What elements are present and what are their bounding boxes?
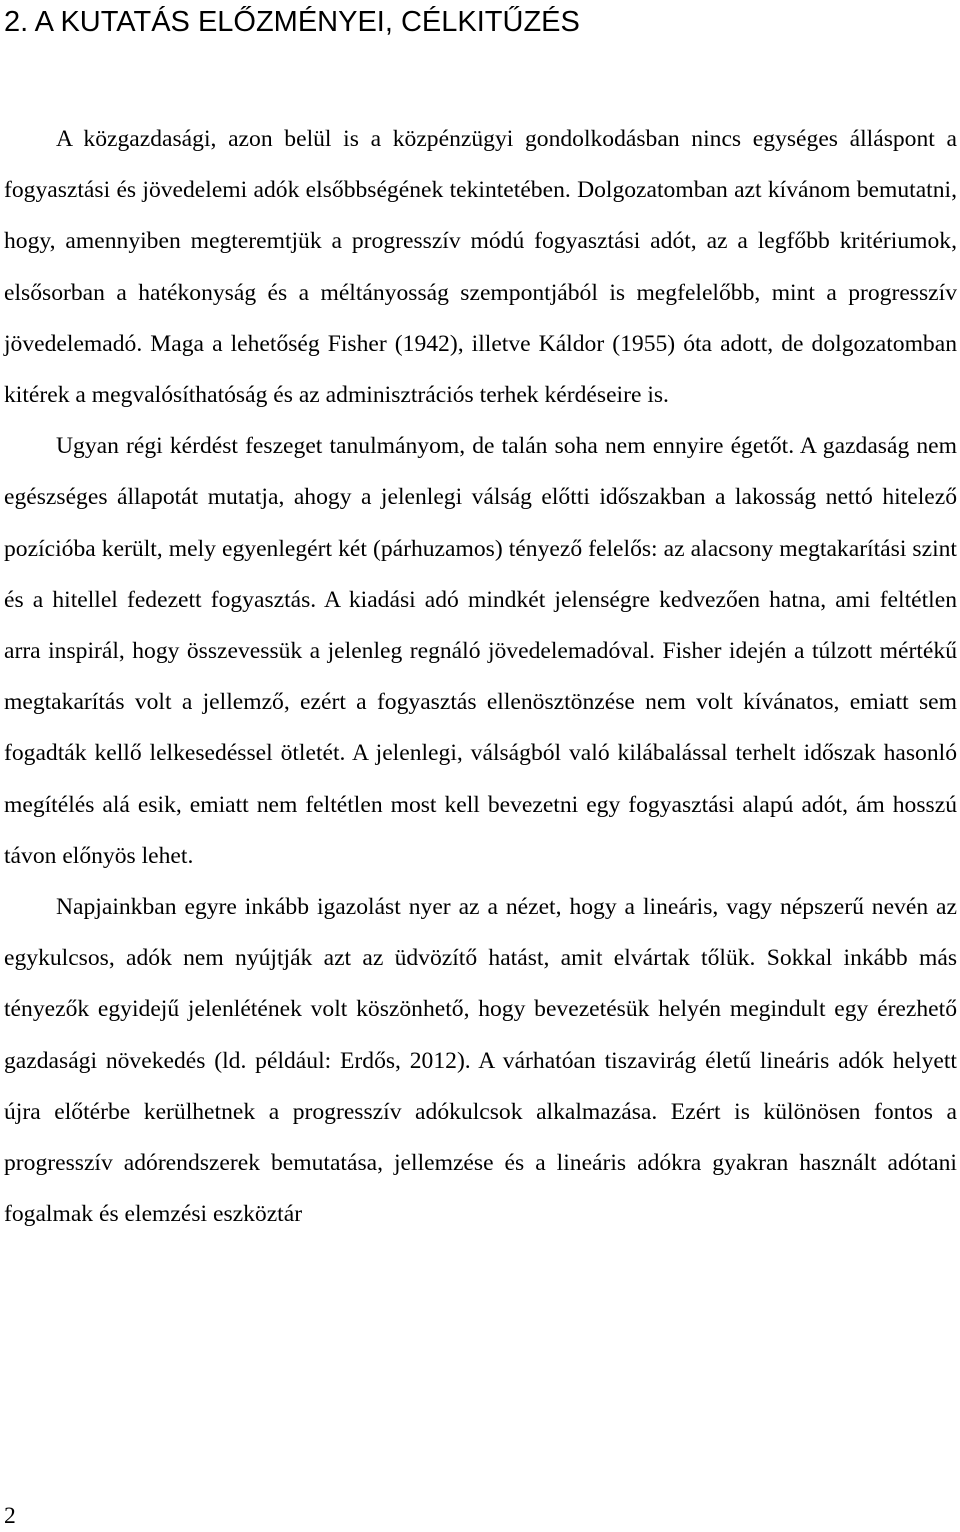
paragraph-1: A közgazdasági, azon belül is a közpénzügyi gondolkodásban nincs egységes álláspont a fogyasztási és jövedelemi adók elsőbbségének tekintetében. Dolgozatomban azt kívánom bemutatni, hogy, amennyiben megteremtjük a progresszív módú fogyasztási adót, az a legfőbb kritériumok, elsősorban a hatékonyság és a méltányosság szempontjából is megfelelőbb, mint a progresszív jövedelemadó. Maga a lehetőség Fisher (1942), illetve Káldor (1955) óta adott, de dolgozatomban kitérek a megvalósíthatóság és az adminisztrációs terhek kérdéseire is. bbox=[4, 126, 957, 409]
section-heading: 2. A KUTATÁS ELŐZMÉNYEI, CÉLKITŰZÉS bbox=[4, 6, 580, 38]
paragraph-2: Ugyan régi kérdést feszeget tanulmányom, de talán soha nem ennyire égetőt. A gazdaság nem egészséges állapotát mutatja, ahogy a jelenlegi válság előtti időszakban a lakosság nettó hitelező pozícióba került, mely egyenlegért két (párhuzamos) tényező felelős: az alacsony megtakarítási szint és a hitellel fedezett fogyasztás. A kiadási adó mindkét jelenségre kedvezően hatna, ami feltétlen arra inspirál, hogy összevessük a jelenleg regnáló jövedelemadóval. Fisher idején a túlzott mértékű megtakarítás volt a jellemző, ezért a fogyasztás ellenösztönzése nem volt kívánatos, emiatt sem fogadták kellő lelkesedéssel ötletét. A jelenlegi, válságból való kilábalással terhelt időszak hasonló megítélés alá esik, emiatt nem feltétlen most kell bevezetni egy fogyasztási alapú adót, ám hosszú távon előnyös lehet. bbox=[4, 433, 957, 869]
body-text bbox=[4, 114, 957, 1240]
paragraph-3: Napjainkban egyre inkább igazolást nyer az a nézet, hogy a lineáris, vagy népszerű nevén az egykulcsos, adók nem nyújtják azt az üdvözítő hatást, amit elvártak tőlük. Sokkal inkább más tényezők egyidejű jelenlétének volt köszönhető, hogy bevezetésük helyén megindult egy érezhető gazdasági növekedés (ld. például: Erdős, 2012). A várhatóan tiszavirág életű lineáris adók helyett újra előtérbe kerülhetnek a progresszív adókulcsok alkalmazása. Ezért is különösen fontos a progresszív adórendszerek bemutatása, jellemzése és a lineáris adókra gyakran használt adótani fogalmak és elemzési eszköztár bbox=[4, 894, 957, 1228]
page-number: 2 bbox=[4, 1503, 16, 1529]
